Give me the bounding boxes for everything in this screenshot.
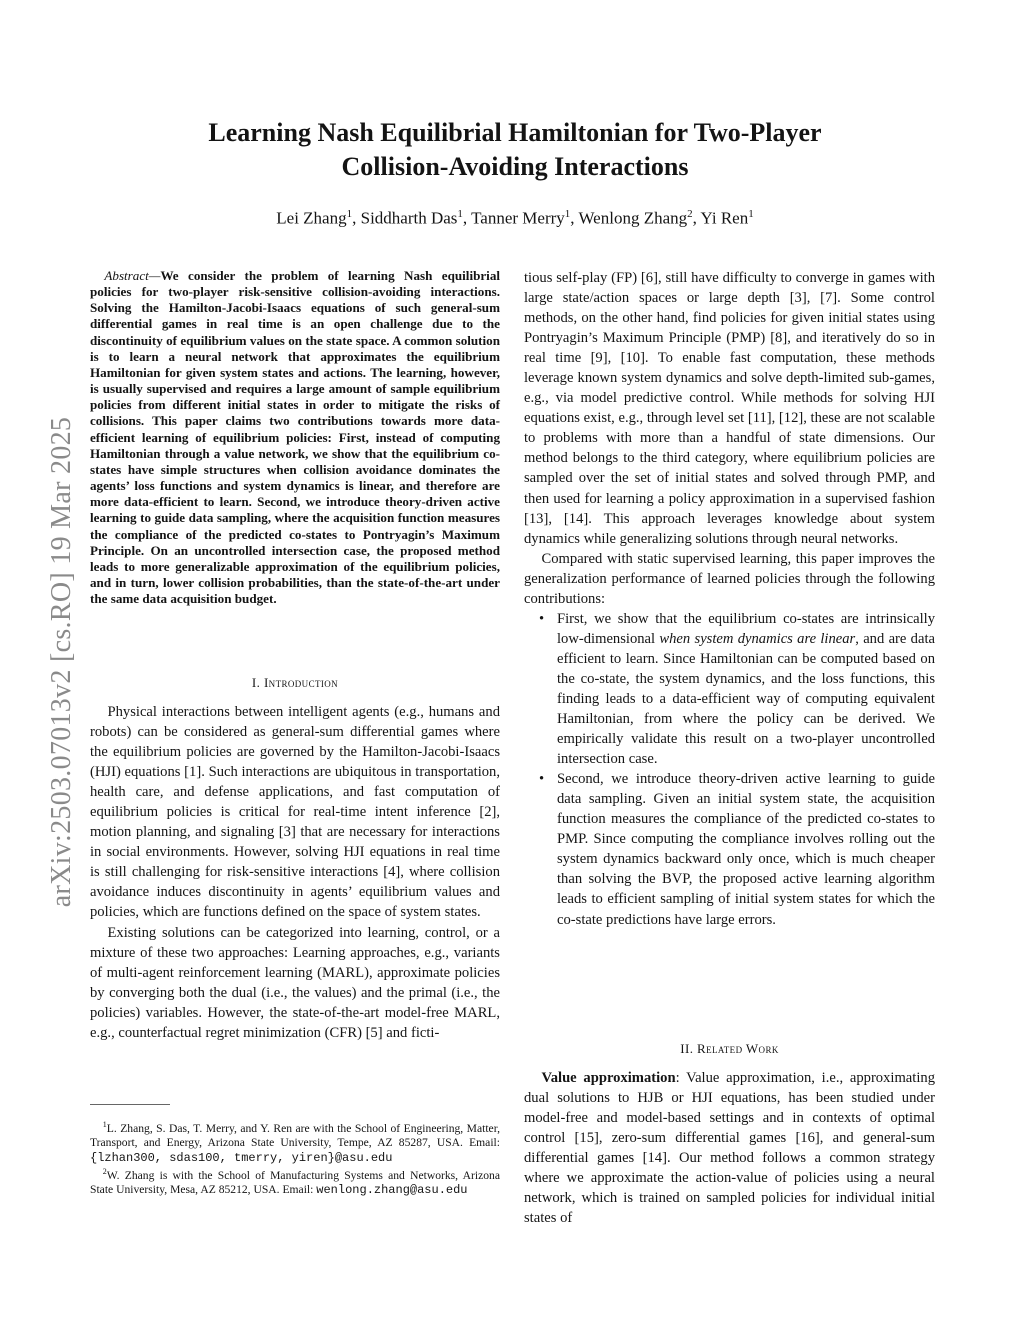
footnote-text: W. Zhang is with the School of Manufacturing Systems and Networks, Arizona State University, Mesa, AZ 85212, USA. Email: — [90, 1168, 500, 1197]
introduction-body — [90, 702, 500, 1043]
related-work-body — [524, 1068, 935, 1228]
section-title: Related Work — [697, 1041, 779, 1056]
title-line: Collision-Avoiding Interactions — [341, 152, 689, 181]
right-column-body — [524, 268, 935, 930]
section-heading-related-work — [524, 1041, 935, 1057]
footnote — [90, 1165, 500, 1198]
footnote-email: wenlong.zhang@asu.edu — [316, 1183, 468, 1198]
section-heading-introduction — [90, 675, 500, 691]
abstract-text: We consider the problem of learning Nash equilibrial policies for two-player risk-sensitive collision-avoiding interactions. Solving the Hamilton-Jacobi-Isaacs equations of such general-sum differential games in real time is an open challenge due to the discontinuity of equilibrium values on the state space. A common solution is to learn a neural network that approximates the equilibrium Hamiltonian for given system states and actions. The learning, however, is usually supervised and requires a large amount of sample equilibrium policies from different initial states in order to mitigate the risks of collisions. This paper claims two contributions towards more data-efficient learning of equilibrium policies: First, instead of computing Hamiltonian through a value network, we show that the equilibrium co-states have simple structures when collision avoidance dominates the agents’ loss functions and system dynamics is linear, and therefore are more data-efficient to learn. Second, we introduce theory-driven active learning to guide data sampling, where the acquisition function measures the compliance of the predicted co-states to Pontryagin’s Maximum Principle. On an uncontrolled intersection case, the proposed method leads to more generalizable approximation of the equilibrium policies, and in turn, lower collision probabilities, than the state-of-the-art under the same data acquisition budget. — [90, 268, 500, 607]
footnote-mark: 2 — [102, 1167, 107, 1177]
section-number: I. — [251, 675, 261, 690]
body-paragraph: Compared with static supervised learning, this paper improves the generalization performance of learned policies through the following contributions: — [524, 550, 935, 607]
paper-title — [120, 116, 910, 184]
abstract-dash: — — [148, 268, 161, 283]
footnotes — [90, 1118, 500, 1198]
arxiv-identifier: arXiv:2503.07013v2 [cs.RO] 19 Mar 2025 — [46, 416, 77, 908]
section-title: Introduction — [263, 675, 339, 690]
abstract-label: Abstract — [104, 268, 149, 283]
affiliation-mark: 1 — [346, 208, 353, 220]
affiliation-mark: 1 — [748, 208, 754, 220]
body-paragraph: Physical interactions between intelligent agents (e.g., humans and robots) can be considered as general-sum differential games where the equilibrium policies are governed by the Hamilton-Jacobi-Isaacs (HJI) equations [1]. Such interactions are ubiquitous in transportation, health care, and defense applications, and fast computation of equilibrium policies is critical for real-time intent inference [2], motion planning, and signaling [3] that are necessary for interactions in social environments. However, solving HJI equations in real time is still challenging for risk-sensitive interactions [4], where collision avoidance induces discontinuity in agents’ equilibrium values and policies, which are functions defined on the space of system states. — [90, 704, 500, 921]
list-item — [524, 769, 935, 929]
bullet-icon: • — [539, 771, 545, 788]
list-item-emphasis: when system dynamics are linear — [659, 630, 856, 647]
bullet-icon: • — [539, 610, 545, 627]
contribution-list — [524, 609, 935, 930]
footnote-text: L. Zhang, S. Das, T. Merry, and Y. Ren are with the School of Engineering, Matter, Transport, and Energy, Arizona State University, Tempe, AZ 85287, USA. Email: — [90, 1121, 500, 1150]
footnote-divider — [90, 1104, 170, 1105]
footnote — [90, 1118, 500, 1165]
body-paragraph: tious self-play (FP) [6], still have difficulty to converge in games with large state/action spaces or large depth [3], [7]. Some control methods, on the other hand, find policies for given initial states using Pontryagin’s Maximum Principle (PMP) [8], and iteratively do so in real time [9], [10]. To enable fast computation, these methods leverage known system dynamics and solve depth-limited sub-games, e.g., via model predictive control. While methods for solving HJI equations exist, e.g., through level set [11], [12], these are not scalable to problems with more than a handful of state dimensions. Our method belongs to the third category, where equilibrium policies are sampled over the set of initial states and solved through PMP, and then used for learning a policy approximation in a supervised fashion [13], [14]. This approach leverages knowledge about system dynamics while generalizing solutions through neural networks. — [524, 270, 935, 547]
paragraph-lead: Value approximation — [541, 1070, 676, 1086]
list-item-text: First, we show that the equilibrium co-states are intrinsically low-dimensional — [557, 610, 935, 647]
author-name: Yi Ren — [700, 208, 749, 228]
body-paragraph — [524, 1068, 935, 1228]
affiliation-mark: 1 — [564, 208, 571, 220]
affiliation-mark: 2 — [687, 208, 693, 220]
footnote-mark: 1 — [102, 1120, 107, 1129]
title-line: Learning Nash Equilibrial Hamiltonian for Two-Player — [208, 118, 822, 147]
author-name: Tanner Merry — [471, 208, 565, 228]
footnote-email: {lzhan300, sdas100, tmerry, yiren}@asu.edu — [90, 1150, 393, 1165]
affiliation-mark: 1 — [457, 208, 463, 220]
author-name: Siddharth Das — [360, 208, 458, 228]
abstract — [90, 268, 500, 607]
paragraph-text: : Value approximation, i.e., approximating dual solutions to HJB or HJI equations, has been studied under model-free and model-based settings and in contexts of optimal control [15], zero-sum differential games [16], and general-sum differential games [14]. Our method follows a common strategy where we approximate the action-value of policies using a neural network, which is trained on sampled policies for individual initial states of — [524, 1070, 935, 1227]
author-list: Lei Zhang$^1$, Siddharth Das$^1$, Tanner Merry$^1$, Wenlong Zhang$^2$, Yi Ren$^1$ — [276, 208, 754, 228]
list-item — [524, 609, 935, 769]
body-paragraph: Existing solutions can be categorized into learning, control, or a mixture of these two approaches: Learning approaches, e.g., variants of multi-agent reinforcement learning (MARL), approximate policies by converging both the dual (i.e., the values) and the primal (i.e., the policies) variables. However, the state-of-the-art model-free MARL, e.g., counterfactual regret minimization (CFR) [5] and ficti- — [90, 924, 500, 1041]
section-number: II. — [680, 1041, 694, 1056]
author-name: Wenlong Zhang — [578, 208, 688, 228]
list-item-text: , and are data efficient to learn. Since Hamiltonian can be computed based on the co-state, the system dynamics, and the loss functions, this finding leads to a data-efficient way of computing equivalent Hamiltonian, from where the policy can be derived. We empirically validate this result on a two-player uncontrolled intersection case. — [557, 630, 935, 768]
list-item-text: Second, we introduce theory-driven active learning to guide data sampling. Given an initial system state, the acquisition function measures the compliance of the predicted co-states to PMP. Since computing the compliance involves rolling out the system dynamics backward only once, which is much cheaper than solving the BVP, the proposed active learning algorithm leads to efficient sampling of initial system states for which the co-state predictions have large errors. — [557, 771, 935, 928]
author-name: Lei Zhang — [276, 208, 347, 228]
